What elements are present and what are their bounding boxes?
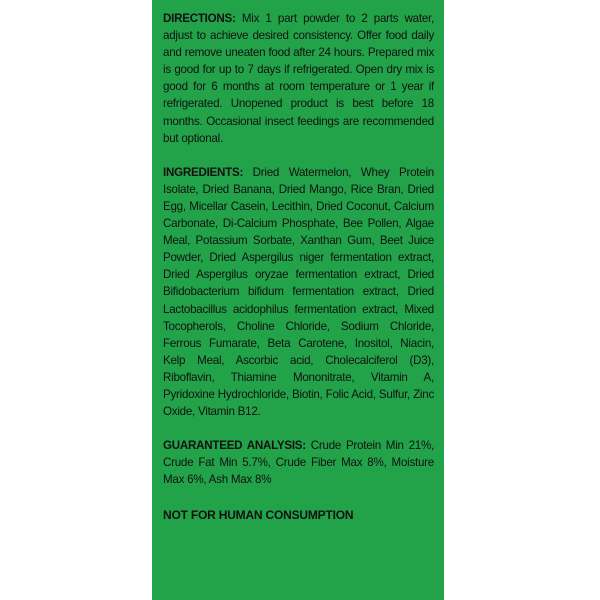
label-panel [152,0,444,600]
human-consumption-warning: NOT FOR HUMAN CONSUMPTION [163,508,354,523]
guaranteed-analysis-text: Crude Protein Min 21%, Crude Fat Min 5.7%, Crude Fiber Max 8%, Moisture Max 6%, Ash Max 8% [163,439,434,487]
guaranteed-analysis-section [163,437,434,488]
ingredients-text: Dried Watermelon, Whey Protein Isolate, Dried Banana, Dried Mango, Rice Bran, Dried Egg, Micellar Casein, Lecithin, Dried Coconut, Calcium Carbonate, Di-Calcium Phosphate, Bee Pollen, Algae Meal, Potassium Sorbate, Xanthan Gum, Beet Juice Powder, Dried Aspergilus niger fermentation extract, Dried Aspergilus oryzae fermentation extract, Dried Bifidobacterium bifidum fermentation extract, Dried Lactobacillus acidophilus fermentation extract, Mixed Tocopherols, Choline Chloride, Sodium Chloride, Ferrous Fumarate, Beta Carotene, Inositol, Niacin, Kelp Meal, Ascorbic acid, Cholecalciferol (D3), Riboflavin, Thiamine Mononitrate, Vitamin A, Pyridoxine Hydrochloride, Biotin, Folic Acid, Sulfur, Zinc Oxide, Vitamin B12. [163,165,434,419]
ingredients-heading: INGREDIENTS: [163,165,244,179]
guaranteed-analysis-heading: GUARANTEED ANALYSIS: [163,439,306,453]
ingredients-section [163,164,434,420]
directions-section [163,10,434,147]
directions-heading: DIRECTIONS: [163,12,236,25]
directions-text: Mix 1 part powder to 2 parts water, adjust to achieve desired consistency. Offer food daily and remove uneaten food after 24 hours. Prepared mix is good for up to 7 days if refrigerated. Open dry mix is good for 6 months at room temperature or 1 year if refrigerated. Unopened product is best before 18 months. Occasional insect feedings are recommended but optional. [163,12,434,145]
